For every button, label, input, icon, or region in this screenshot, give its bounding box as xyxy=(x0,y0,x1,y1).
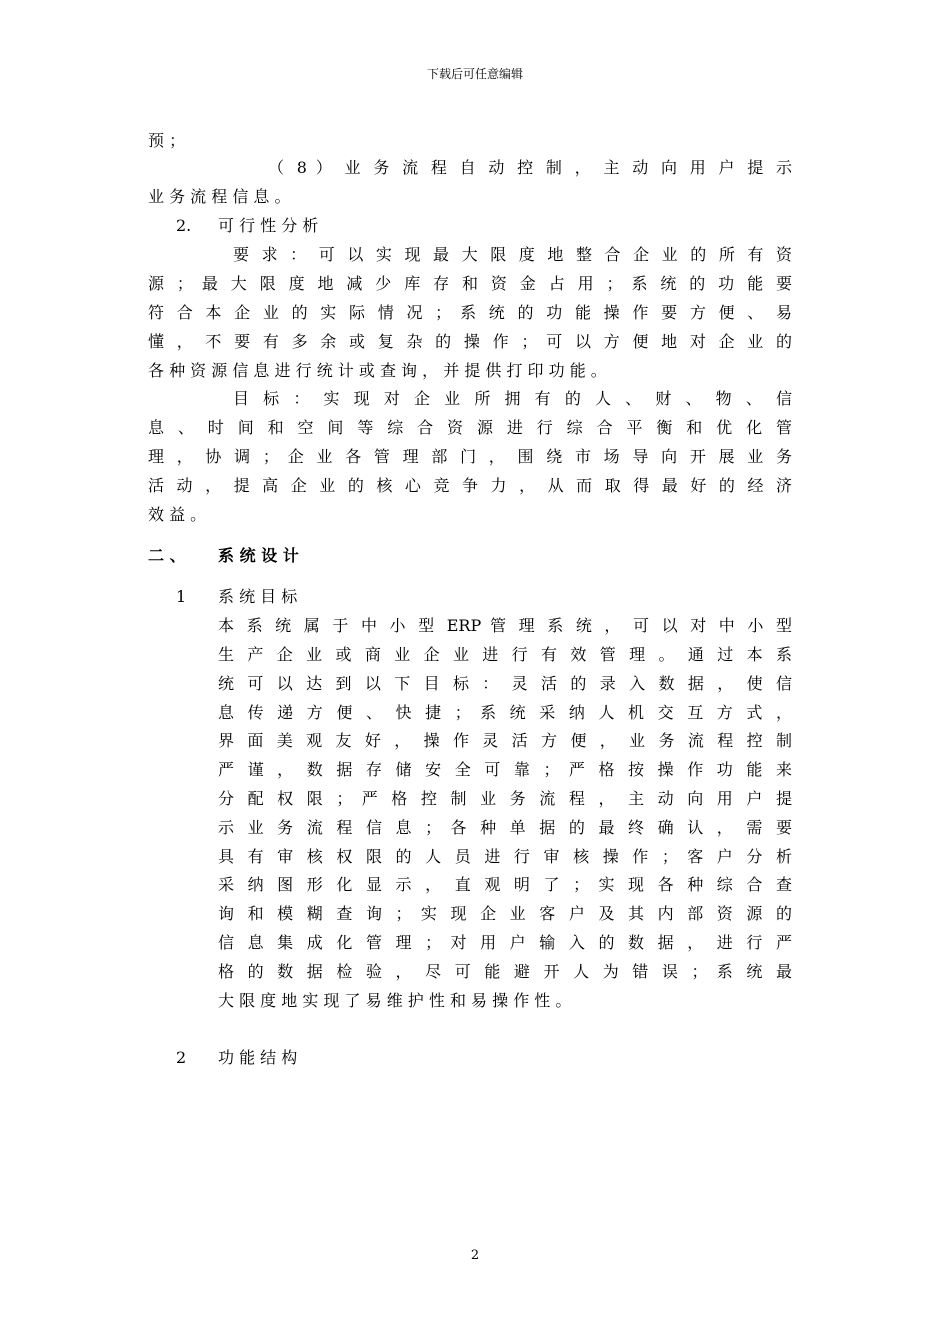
chapter-title: 系 统 设 计 xyxy=(218,546,299,565)
paragraph-line: 效 益 。 xyxy=(148,505,207,524)
paragraph-line: 息 传 递 方 便 、 快 捷 ； 系 统 采 纳 人 机 交 互 方 式 ， xyxy=(218,703,792,722)
paragraph-line: 本 系 统 属 于 中 小 型 ERP 管 理 系 统 ， 可 以 对 中 小 型 xyxy=(218,616,792,635)
chapter-number: 二 、 xyxy=(148,546,186,565)
paragraph-line: 严 谨 ， 数 据 存 储 安 全 可 靠 ； 严 格 按 操 作 功 能 来 xyxy=(218,760,792,779)
list-item-8: （ 8 ） 业 务 流 程 自 动 控 制 ， 主 动 向 用 户 提 示 xyxy=(268,158,792,177)
page-number: 2 xyxy=(470,1248,480,1263)
section-title: 可 行 性 分 析 xyxy=(218,216,319,235)
paragraph-line: 信 息 集 成 化 管 理 ； 对 用 户 输 入 的 数 据 ， 进 行 严 xyxy=(218,933,792,952)
paragraph-line: 统 可 以 达 到 以 下 目 标 ： 灵 活 的 录 入 数 据 ， 使 信 xyxy=(218,674,792,693)
paragraph-line: 询 和 模 糊 查 询 ； 实 现 企 业 客 户 及 其 内 部 资 源 的 xyxy=(218,904,792,923)
paragraph-line: 采 纳 图 形 化 显 示 ， 直 观 明 了 ； 实 现 各 种 综 合 查 xyxy=(218,875,792,894)
paragraph-line: 格 的 数 据 检 验 ， 尽 可 能 避 开 人 为 错 误 ； 系 统 最 xyxy=(218,962,792,981)
paragraph-line: 懂 ， 不 要 有 多 余 或 复 杂 的 操 作 ； 可 以 方 便 地 对 企 业 的 xyxy=(148,332,792,351)
paragraph-line: 目 标 ： 实 现 对 企 业 所 拥 有 的 人 、 财 、 物 、 信 xyxy=(233,389,792,408)
text-line: 预 ； xyxy=(148,131,186,150)
paragraph-line: 示 业 务 流 程 信 息 ； 各 种 单 据 的 最 终 确 认 ， 需 要 xyxy=(218,818,792,837)
section-number: 2 xyxy=(176,1048,187,1067)
paragraph-line: 活 动 ， 提 高 企 业 的 核 心 竞 争 力 ， 从 而 取 得 最 好 的 经 济 xyxy=(148,476,792,495)
section-number: 2. xyxy=(176,216,192,235)
text-line: 业 务 流 程 信 息 。 xyxy=(148,187,291,206)
paragraph-line: 理 ， 协 调 ； 企 业 各 管 理 部 门 ， 围 绕 市 场 导 向 开 展 业 务 xyxy=(148,447,792,466)
paragraph-line: 分 配 权 限 ； 严 格 控 制 业 务 流 程 ， 主 动 向 用 户 提 xyxy=(218,789,792,808)
section-title: 系 统 目 标 xyxy=(218,587,298,606)
paragraph-line: 息 、 时 间 和 空 间 等 综 合 资 源 进 行 综 合 平 衡 和 优 化 管 xyxy=(148,418,792,437)
paragraph-line: 要 求 ： 可 以 实 现 最 大 限 度 地 整 合 企 业 的 所 有 资 xyxy=(233,245,792,264)
paragraph-line: 源 ； 最 大 限 度 地 减 少 库 存 和 资 金 占 用 ； 系 统 的 功 能 要 xyxy=(148,274,792,293)
paragraph-line: 各 种 资 源 信 息 进 行 统 计 或 查 询 ， 并 提 供 打 印 功 能 。 xyxy=(148,361,607,380)
section-title: 功 能 结 构 xyxy=(218,1048,298,1067)
paragraph-line: 界 面 美 观 友 好 ， 操 作 灵 活 方 便 ， 业 务 流 程 控 制 xyxy=(218,731,792,750)
paragraph-line: 生 产 企 业 或 商 业 企 业 进 行 有 效 管 理 。 通 过 本 系 xyxy=(218,645,792,664)
section-number: 1 xyxy=(176,587,187,606)
paragraph-line: 大 限 度 地 实 现 了 易 维 护 性 和 易 操 作 性 。 xyxy=(218,991,572,1010)
paragraph-line: 符 合 本 企 业 的 实 际 情 况 ； 系 统 的 功 能 操 作 要 方 便 、 易 xyxy=(148,303,792,322)
page-header: 下载后可任意编辑 xyxy=(426,67,523,81)
paragraph-line: 具 有 审 核 权 限 的 人 员 进 行 审 核 操 作 ； 客 户 分 析 xyxy=(218,847,792,866)
